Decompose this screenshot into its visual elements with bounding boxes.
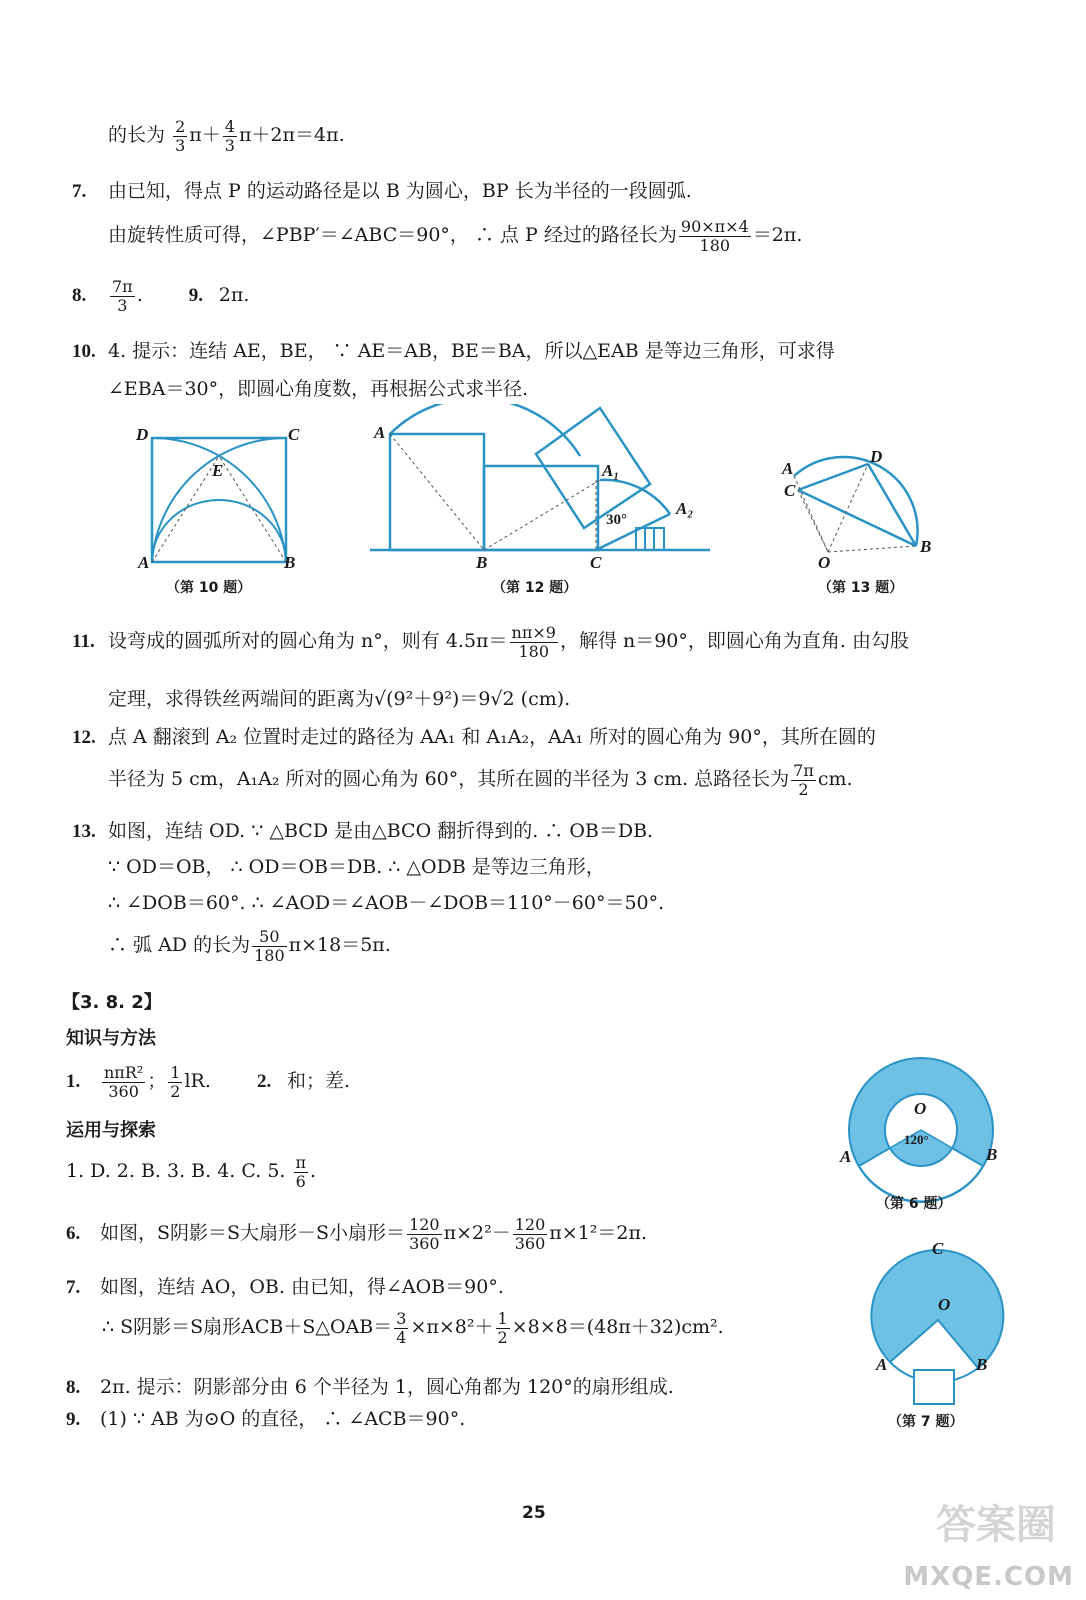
q11-line1: 11. 设弯成的圆弧所对的圆心角为 n°，则有 4.5π＝ $\frac{n\pi\times 9}{180}$ ，解得 n＝90°，即圆心角为直角. 由勾股 — [72, 623, 909, 661]
svg-text:C: C — [590, 553, 602, 572]
fraction: $\frac{7\pi}{3}$ — [112, 277, 133, 315]
svg-text:A: A — [138, 553, 150, 572]
fraction: $\frac{1}{2}$ — [170, 1063, 181, 1101]
a7-line2: ∴ S阴影＝S扇形ACB＋S△OAB＝ $\frac{3}{4}$ ×π×8²＋ $\frac{1}{2}$ ×8×8＝(48π＋32)cm². — [102, 1309, 724, 1347]
knowledge-answers: 1. $\frac{\text{nπR²}}{360}$ ； $\frac{1}{2}$ lR. 2. 和；差. — [66, 1063, 350, 1101]
svg-text:（第 13 题）: （第 13 题） — [818, 580, 904, 596]
section-title: 【3. 8. 2】 — [62, 992, 162, 1013]
svg-text:D: D — [136, 425, 149, 444]
svg-text:B: B — [976, 1355, 988, 1374]
figure-12 — [370, 404, 718, 600]
svg-text:（第 7 题）: （第 7 题） — [888, 1414, 964, 1430]
q12-line2: 半径为 5 cm，A₁A₂ 所对的圆心角为 60°，其所在圆的半径为 3 cm. 总路径长为 $\frac{7\pi}{2}$ cm. — [108, 761, 853, 799]
fraction: $\frac{\pi}{6}$ — [295, 1153, 307, 1191]
svg-text:C: C — [288, 425, 300, 444]
watermark-logo: 答案圈 — [936, 1502, 1056, 1548]
svg-text:B: B — [476, 553, 488, 572]
q13-line3: ∴ ∠DOB＝60°. ∴ ∠AOD＝∠AOB－∠DOB＝110°－60°＝50°. — [108, 892, 665, 914]
svg-text:A₁: A₁ — [602, 461, 620, 480]
a8-line: 8. 2π. 提示：阴影部分由 6 个半径为 1，圆心角都为 120°的扇形组成. — [66, 1376, 674, 1398]
fraction: $\frac{4}{3}$ — [224, 117, 235, 155]
fraction: $\frac{90\times\pi\times 4}{180}$ — [680, 217, 749, 255]
svg-text:A₂: A₂ — [676, 499, 694, 518]
svg-text:120°: 120° — [904, 1132, 929, 1147]
svg-text:C: C — [784, 481, 796, 500]
svg-text:30°: 30° — [606, 512, 627, 528]
watermark-url: MXQE.COM — [903, 1562, 1074, 1592]
fraction: $\frac{50}{180}$ — [254, 927, 285, 965]
svg-text:A: A — [876, 1355, 888, 1374]
fraction: $\frac{120}{360}$ — [409, 1215, 440, 1253]
fraction: $\frac{n\pi\times 9}{180}$ — [511, 623, 556, 661]
q10-line2: ∠EBA＝30°，即圆心角度数，再根据公式求半径. — [108, 378, 529, 400]
a6-line: 6. 如图，S阴影＝S大扇形－S小扇形＝ $\frac{120}{360}$ π×2²－ $\frac{120}{360}$ π×1²＝2π. — [66, 1215, 648, 1253]
fraction: $\frac{3}{4}$ — [396, 1309, 407, 1347]
svg-text:O: O — [818, 553, 831, 572]
q8-q9-line: 8. $\frac{7\pi}{3}$ . 9. 2π. — [72, 277, 250, 315]
fraction: $\frac{2}{3}$ — [175, 117, 186, 155]
fraction: $\frac{1}{2}$ — [497, 1309, 508, 1347]
svg-text:E: E — [212, 461, 224, 480]
svg-text:（第 12 题）: （第 12 题） — [492, 580, 578, 596]
a7-line1: 7. 如图，连结 AO，OB. 由已知，得∠AOB＝90°. — [66, 1276, 504, 1298]
page-number: 25 — [522, 1503, 546, 1523]
svg-text:A: A — [374, 423, 386, 442]
svg-text:A: A — [782, 459, 794, 478]
figure-10 — [126, 420, 316, 600]
svg-text:B: B — [284, 553, 296, 572]
fraction: $\frac{7\pi}{2}$ — [793, 761, 814, 799]
q13-line1: 13. 如图，连结 OD. ∵ △BCD 是由△BCO 翻折得到的. ∴ OB＝DB. — [72, 820, 654, 842]
svg-text:D: D — [870, 447, 883, 466]
svg-text:A: A — [840, 1147, 852, 1166]
svg-text:B: B — [986, 1145, 998, 1164]
q7-line1: 7. 由已知，得点 P 的运动路径是以 B 为圆心，BP 长为半径的一段圆弧. — [72, 180, 692, 202]
choice-answers: 1. D. 2. B. 3. B. 4. C. 5. $\frac{\pi}{6}$ . — [66, 1153, 317, 1191]
q10-line1: 10. 4. 提示：连结 AE，BE， ∵ AE＝AB，BE＝BA，所以△EAB 是等边三角形，可求得 — [72, 340, 835, 362]
svg-text:C: C — [932, 1239, 944, 1258]
line-arc-length: 的长为 $\frac{2}{3}$ π＋ $\frac{4}{3}$ π＋2π＝4π. — [108, 117, 345, 155]
svg-text:B: B — [920, 537, 932, 556]
svg-text:O: O — [914, 1099, 927, 1118]
svg-text:（第 10 题）: （第 10 题） — [166, 580, 252, 596]
q12-line1: 12. 点 A 翻滚到 A₂ 位置时走过的路径为 AA₁ 和 A₁A₂，AA₁ 所对的圆心角为 90°，其所在圆的 — [72, 726, 876, 748]
fraction: $\frac{\text{nπR²}}{360}$ — [104, 1063, 144, 1101]
heading-knowledge: 知识与方法 — [66, 1028, 156, 1049]
q13-line4: ∴ 弧 AD 的长为 $\frac{50}{180}$ π×18＝5π. — [108, 927, 391, 965]
fraction: $\frac{120}{360}$ — [514, 1215, 546, 1253]
q7-line2: 由旋转性质可得，∠PBP′＝∠ABC＝90°， ∴ 点 P 经过的路径长为 $\frac{90\times\pi\times 4}{180}$ ＝2π. — [108, 217, 803, 255]
figure-6 — [836, 1050, 1006, 1220]
figure-13 — [780, 444, 940, 600]
a9-line: 9. (1) ∵ AB 为⊙O 的直径， ∴ ∠ACB＝90°. — [66, 1408, 466, 1430]
svg-text:（第 6 题）: （第 6 题） — [876, 1196, 952, 1212]
svg-text:O: O — [938, 1295, 951, 1314]
q11-line2: 定理，求得铁丝两端间的距离为√(9²＋9²)＝9√2 (cm). — [108, 688, 571, 710]
heading-application: 运用与探索 — [66, 1120, 156, 1141]
q13-line2: ∵ OD＝OB， ∴ OD＝OB＝DB. ∴ △ODB 是等边三角形， — [108, 856, 605, 878]
figure-7 — [862, 1236, 1012, 1432]
